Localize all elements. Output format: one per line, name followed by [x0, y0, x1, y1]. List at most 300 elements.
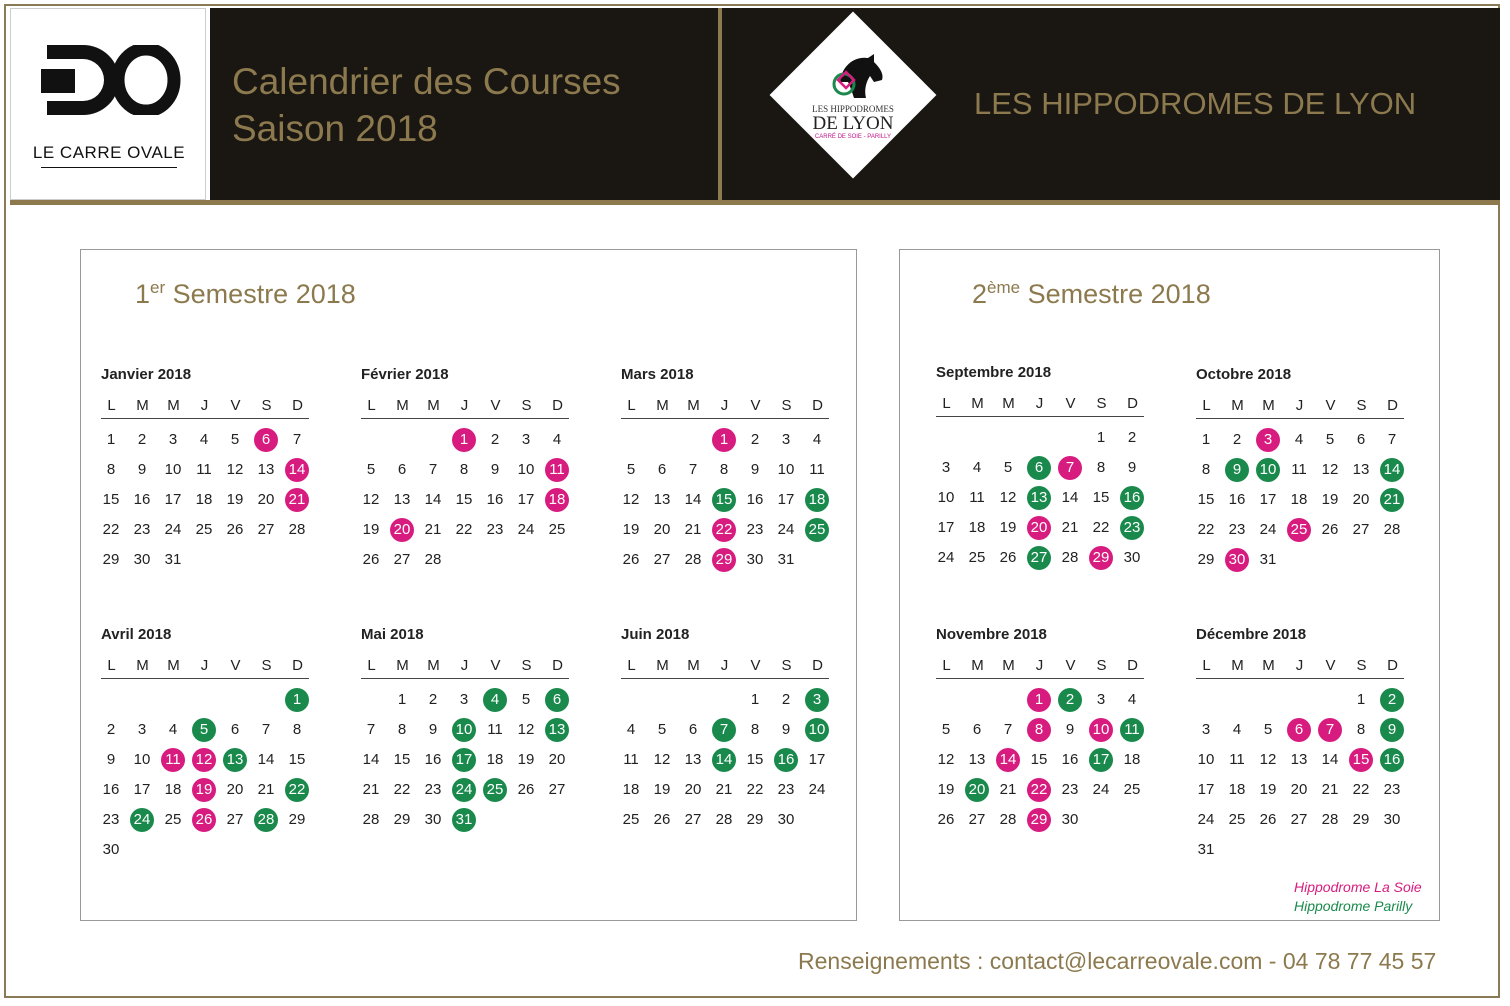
- calendar-day: 13: [393, 491, 411, 508]
- calendar-day: 1: [1027, 688, 1051, 712]
- calendar-day: 3: [137, 721, 147, 738]
- weekday-label: D: [552, 397, 563, 414]
- calendar-day: 5: [366, 461, 376, 478]
- calendar-day: 6: [688, 721, 698, 738]
- calendar-day: 11: [196, 461, 212, 478]
- calendar-day: 25: [164, 811, 182, 828]
- weekday-label: V: [230, 657, 241, 674]
- calendar-day: 26: [622, 551, 640, 568]
- calendar-day: 21: [1061, 519, 1079, 536]
- weekday-header: [101, 656, 309, 679]
- weekday-label: L: [367, 657, 376, 674]
- calendar-day: 5: [941, 721, 951, 738]
- calendar-day: 26: [1259, 811, 1277, 828]
- calendar-day: 6: [397, 461, 407, 478]
- calendar-day: 15: [102, 491, 120, 508]
- calendar-day: 9: [1380, 718, 1404, 742]
- calendar-day: 30: [1123, 549, 1141, 566]
- weekday-header: [621, 396, 829, 419]
- calendar-day: 19: [999, 519, 1017, 536]
- calendar-day: 21: [999, 781, 1017, 798]
- weekday-label: M: [396, 397, 409, 414]
- calendar-day: 9: [750, 461, 760, 478]
- calendar-day: 9: [1065, 721, 1075, 738]
- calendar-day: 13: [968, 751, 986, 768]
- calendar-day: 24: [517, 521, 535, 538]
- calendar-day: 4: [812, 431, 822, 448]
- contact-line: Renseignements : contact@lecarreovale.com - 04 78 77 45 57: [798, 948, 1437, 974]
- calendar-day: 23: [777, 781, 795, 798]
- weekday-label: V: [490, 657, 501, 674]
- calendar-day: 16: [746, 491, 764, 508]
- calendar-day: 20: [1352, 491, 1370, 508]
- calendar-day: 21: [424, 521, 442, 538]
- calendar-day: 4: [1232, 721, 1242, 738]
- calendar-day: 1: [1201, 431, 1211, 448]
- calendar-day: 17: [1197, 781, 1215, 798]
- calendar-day: 23: [133, 521, 151, 538]
- calendar-day: 9: [1225, 458, 1249, 482]
- calendar-day: 3: [168, 431, 178, 448]
- calendar-day: 26: [999, 549, 1017, 566]
- calendar-day: 23: [746, 521, 764, 538]
- calendar-day: 28: [362, 811, 380, 828]
- calendar-day: 3: [1201, 721, 1211, 738]
- calendar-day: 1: [397, 691, 407, 708]
- calendar-day: 8: [292, 721, 302, 738]
- month-name: Novembre 2018: [936, 626, 1047, 643]
- weekday-label: V: [1325, 657, 1336, 674]
- calendar-day: 15: [1030, 751, 1048, 768]
- calendar-day: 5: [1263, 721, 1273, 738]
- calendar-day: 24: [1259, 521, 1277, 538]
- logo-text: LE CARRE OVALE: [32, 143, 186, 162]
- legend-la-soie: Hippodrome La Soie: [1294, 879, 1422, 895]
- calendar-day: 25: [483, 778, 507, 802]
- calendar-day: 10: [937, 489, 955, 506]
- weekday-label: D: [1127, 395, 1138, 412]
- calendar-day: 8: [719, 461, 729, 478]
- weekday-label: L: [1202, 657, 1211, 674]
- calendar-day: 24: [130, 808, 154, 832]
- calendar-day: 11: [809, 461, 825, 478]
- calendar-day: 22: [1027, 778, 1051, 802]
- calendar-day: 20: [226, 781, 244, 798]
- calendar-day: 6: [1287, 718, 1311, 742]
- calendar-day: 2: [1058, 688, 1082, 712]
- calendar-day: 7: [428, 461, 438, 478]
- calendar-day: 29: [1027, 808, 1051, 832]
- calendar-day: 13: [257, 461, 275, 478]
- calendar-day: 20: [1027, 516, 1051, 540]
- calendar-day: 3: [805, 688, 829, 712]
- semester-1-title: 1er Semestre 2018: [135, 278, 356, 309]
- diamond-line-2: DE LYON: [812, 113, 894, 134]
- logo-underline: [41, 167, 177, 168]
- calendar-day: 27: [968, 811, 986, 828]
- calendar-day: 22: [393, 781, 411, 798]
- calendar-day: 31: [1259, 551, 1277, 568]
- weekday-label: D: [1387, 397, 1398, 414]
- calendar-day: 3: [781, 431, 791, 448]
- weekday-label: M: [1231, 397, 1244, 414]
- calendar-day: 16: [424, 751, 442, 768]
- calendar-day: 13: [653, 491, 671, 508]
- calendar-day: 26: [937, 811, 955, 828]
- brand-title: LES HIPPODROMES DE LYON: [974, 86, 1417, 121]
- weekday-label: V: [1065, 395, 1076, 412]
- semester-2-title: 2ème Semestre 2018: [972, 278, 1211, 309]
- calendar-day: 29: [288, 811, 306, 828]
- calendar-day: 12: [226, 461, 244, 478]
- month-name: Janvier 2018: [101, 366, 192, 383]
- calendar-day: 21: [684, 521, 702, 538]
- calendar-day: 12: [653, 751, 671, 768]
- calendar-day: 4: [1127, 691, 1137, 708]
- calendar-day: 29: [712, 548, 736, 572]
- calendar-day: 11: [1291, 461, 1307, 478]
- weekday-label: M: [1002, 395, 1015, 412]
- calendar-day: 21: [715, 781, 733, 798]
- calendar-day: 20: [684, 781, 702, 798]
- calendar-day: 8: [1027, 718, 1051, 742]
- calendar-day: 19: [226, 491, 244, 508]
- calendar-day: 6: [1356, 431, 1366, 448]
- calendar-day: 23: [1061, 781, 1079, 798]
- calendar-day: 5: [1325, 431, 1335, 448]
- calendar-day: 10: [1256, 458, 1280, 482]
- calendar-day: 4: [626, 721, 636, 738]
- horse-head-icon: [830, 52, 886, 102]
- title-line-1: Calendrier des Courses: [232, 61, 621, 102]
- calendar-day: 3: [1096, 691, 1106, 708]
- calendar-day: 18: [805, 488, 829, 512]
- calendar-day: 22: [712, 518, 736, 542]
- calendar-day: 14: [1380, 458, 1404, 482]
- calendar-day: 10: [777, 461, 795, 478]
- calendar-day: 22: [455, 521, 473, 538]
- calendar-day: 14: [1061, 489, 1079, 506]
- calendar-day: 14: [257, 751, 275, 768]
- calendar-day: 20: [548, 751, 566, 768]
- calendar-day: 25: [805, 518, 829, 542]
- calendar-day: 22: [102, 521, 120, 538]
- calendar-day: 5: [626, 461, 636, 478]
- calendar-day: 20: [965, 778, 989, 802]
- calendar-day: 9: [781, 721, 791, 738]
- calendar-day: 21: [1321, 781, 1339, 798]
- calendar-day: 23: [1383, 781, 1401, 798]
- calendar-day: 3: [521, 431, 531, 448]
- weekday-label: S: [1096, 657, 1107, 674]
- weekday-label: J: [720, 657, 729, 674]
- calendar-day: 5: [230, 431, 240, 448]
- calendar-day: 28: [1383, 521, 1401, 538]
- weekday-label: S: [1356, 397, 1367, 414]
- weekday-header: [621, 656, 829, 679]
- calendar-day: 27: [1290, 811, 1308, 828]
- diamond-line-1: LES HIPPODROMES: [812, 104, 894, 114]
- brand-band: [722, 8, 1500, 200]
- weekday-label: J: [200, 397, 209, 414]
- diamond-line-3: CARRÉ DE SOIE - PARILLY: [814, 134, 892, 140]
- calendar-day: 28: [1061, 549, 1079, 566]
- calendar-day: 4: [1294, 431, 1304, 448]
- calendar-day: 1: [106, 431, 116, 448]
- calendar-day: 13: [1290, 751, 1308, 768]
- calendar-day: 25: [1287, 518, 1311, 542]
- calendar-day: 8: [397, 721, 407, 738]
- weekday-label: D: [812, 657, 823, 674]
- calendar-day: 7: [1003, 721, 1013, 738]
- weekday-label: L: [367, 397, 376, 414]
- calendar-day: 20: [653, 521, 671, 538]
- calendar-day: 3: [941, 459, 951, 476]
- month-name: Avril 2018: [101, 626, 172, 643]
- calendar-day: 27: [653, 551, 671, 568]
- calendar-day: 17: [1259, 491, 1277, 508]
- calendar-day: 11: [161, 748, 185, 772]
- calendar-day: 22: [285, 778, 309, 802]
- calendar-day: 23: [486, 521, 504, 538]
- calendar-day: 31: [777, 551, 795, 568]
- month-name: Octobre 2018: [1196, 366, 1292, 383]
- calendar-day: 2: [781, 691, 791, 708]
- weekday-label: V: [750, 657, 761, 674]
- calendar-day: 17: [1089, 748, 1113, 772]
- calendar-day: 31: [1197, 841, 1215, 858]
- calendar-day: 21: [257, 781, 275, 798]
- month-name: Décembre 2018: [1196, 626, 1307, 643]
- calendar-day: 17: [937, 519, 955, 536]
- calendar-day: 2: [1380, 688, 1404, 712]
- calendar-day: 8: [1201, 461, 1211, 478]
- weekday-label: S: [781, 397, 792, 414]
- calendar-day: 3: [1256, 428, 1280, 452]
- calendar-day: 20: [1290, 781, 1308, 798]
- calendar-day: 27: [548, 781, 566, 798]
- calendar-day: 30: [1061, 811, 1079, 828]
- calendar-day: 18: [1123, 751, 1141, 768]
- calendar-day: 15: [455, 491, 473, 508]
- calendar-day: 14: [996, 748, 1020, 772]
- semester-2-panel: [899, 249, 1440, 921]
- calendar-day: 7: [688, 461, 698, 478]
- calendar-day: 15: [393, 751, 411, 768]
- calendar-day: 14: [285, 458, 309, 482]
- calendar-day: 22: [1352, 781, 1370, 798]
- calendar-day: 24: [808, 781, 826, 798]
- calendar-day: 30: [1383, 811, 1401, 828]
- calendar-day: 29: [102, 551, 120, 568]
- calendar-day: 22: [1197, 521, 1215, 538]
- weekday-label: D: [1387, 657, 1398, 674]
- weekday-label: L: [942, 395, 951, 412]
- calendar-day: 4: [199, 431, 209, 448]
- calendar-day: 12: [999, 489, 1017, 506]
- weekday-header: [936, 394, 1144, 417]
- calendar-day: 5: [192, 718, 216, 742]
- weekday-label: J: [1295, 657, 1304, 674]
- calendar-day: 18: [164, 781, 182, 798]
- calendar-day: 2: [137, 431, 147, 448]
- calendar-day: 20: [390, 518, 414, 542]
- calendar-day: 30: [424, 811, 442, 828]
- calendar-day: 18: [968, 519, 986, 536]
- weekday-label: J: [1035, 657, 1044, 674]
- calendar-day: 6: [545, 688, 569, 712]
- calendar-day: 22: [1092, 519, 1110, 536]
- calendar-day: 4: [168, 721, 178, 738]
- calendar-day: 30: [1225, 548, 1249, 572]
- calendar-day: 1: [1356, 691, 1366, 708]
- month-name: Mai 2018: [361, 626, 424, 643]
- calendar-day: 18: [486, 751, 504, 768]
- calendar-day: 21: [285, 488, 309, 512]
- calendar-day: 16: [486, 491, 504, 508]
- weekday-label: J: [1295, 397, 1304, 414]
- weekday-label: M: [656, 657, 669, 674]
- weekday-label: S: [261, 397, 272, 414]
- calendar-day: 30: [102, 841, 120, 858]
- weekday-header: [101, 396, 309, 419]
- calendar-day: 9: [428, 721, 438, 738]
- calendar-day: 17: [164, 491, 182, 508]
- calendar-day: 28: [1321, 811, 1339, 828]
- calendar-day: 24: [777, 521, 795, 538]
- weekday-label: J: [460, 397, 469, 414]
- weekday-label: M: [687, 657, 700, 674]
- calendar-day: 19: [192, 778, 216, 802]
- calendar-day: 1: [712, 428, 736, 452]
- calendar-day: 8: [106, 461, 116, 478]
- weekday-label: J: [460, 657, 469, 674]
- weekday-label: S: [261, 657, 272, 674]
- weekday-label: M: [136, 657, 149, 674]
- calendar-day: 28: [424, 551, 442, 568]
- calendar-day: 26: [192, 808, 216, 832]
- weekday-label: M: [1231, 657, 1244, 674]
- weekday-label: S: [1356, 657, 1367, 674]
- title-band: [210, 8, 718, 200]
- weekday-label: V: [1065, 657, 1076, 674]
- weekday-label: S: [521, 397, 532, 414]
- calendar-day: 6: [230, 721, 240, 738]
- calendar-day: 28: [999, 811, 1017, 828]
- calendar-day: 16: [1120, 486, 1144, 510]
- weekday-label: M: [1262, 657, 1275, 674]
- calendar-day: 21: [1380, 488, 1404, 512]
- calendar-day: 7: [1387, 431, 1397, 448]
- calendar-day: 10: [164, 461, 182, 478]
- weekday-label: L: [1202, 397, 1211, 414]
- calendar-day: 14: [684, 491, 702, 508]
- month-name: Février 2018: [361, 366, 449, 383]
- calendar-day: 3: [459, 691, 469, 708]
- calendar-day: 6: [1027, 456, 1051, 480]
- weekday-label: V: [750, 397, 761, 414]
- calendar-day: 10: [452, 718, 476, 742]
- calendar-day: 11: [487, 721, 503, 738]
- weekday-header: [936, 656, 1144, 679]
- calendar-day: 10: [1197, 751, 1215, 768]
- calendar-day: 4: [483, 688, 507, 712]
- month-name: Juin 2018: [621, 626, 690, 643]
- calendar-day: 23: [424, 781, 442, 798]
- weekday-label: M: [971, 657, 984, 674]
- weekday-label: V: [230, 397, 241, 414]
- calendar-day: 12: [192, 748, 216, 772]
- calendar-day: 22: [746, 781, 764, 798]
- calendar-day: 13: [223, 748, 247, 772]
- calendar-day: 17: [133, 781, 151, 798]
- calendar-day: 19: [622, 521, 640, 538]
- calendar-day: 2: [1232, 431, 1242, 448]
- calendar-day: 14: [1321, 751, 1339, 768]
- calendar-day: 10: [805, 718, 829, 742]
- calendar-day: 23: [102, 811, 120, 828]
- weekday-label: L: [627, 397, 636, 414]
- calendar-day: 13: [1352, 461, 1370, 478]
- calendar-day: 26: [226, 521, 244, 538]
- calendar-day: 16: [102, 781, 120, 798]
- calendar-day: 11: [1120, 718, 1144, 742]
- calendar-day: 18: [1228, 781, 1246, 798]
- calendar-day: 7: [712, 718, 736, 742]
- title-line-2: Saison 2018: [232, 108, 438, 149]
- calendar-day: 19: [1321, 491, 1339, 508]
- calendar-day: 13: [545, 718, 569, 742]
- weekday-label: M: [396, 657, 409, 674]
- calendar-day: 15: [1092, 489, 1110, 506]
- calendar-day: 2: [750, 431, 760, 448]
- calendar-day: 5: [1003, 459, 1013, 476]
- calendar-day: 12: [362, 491, 380, 508]
- calendar-day: 29: [1197, 551, 1215, 568]
- weekday-label: S: [521, 657, 532, 674]
- calendar-day: 11: [969, 489, 985, 506]
- calendar-day: 5: [657, 721, 667, 738]
- calendar-day: 16: [1380, 748, 1404, 772]
- calendar-day: 29: [393, 811, 411, 828]
- calendar-day: 10: [133, 751, 151, 768]
- calendar-day: 31: [164, 551, 182, 568]
- calendar-day: 12: [517, 721, 535, 738]
- calendar-day: 1: [1096, 429, 1106, 446]
- calendar-day: 12: [622, 491, 640, 508]
- calendar-day: 26: [1321, 521, 1339, 538]
- calendar-day: 14: [362, 751, 380, 768]
- calendar-day: 25: [622, 811, 640, 828]
- calendar-day: 10: [517, 461, 535, 478]
- calendar-day: 29: [1352, 811, 1370, 828]
- weekday-header: [1196, 656, 1404, 679]
- calendar-day: 18: [545, 488, 569, 512]
- weekday-label: V: [490, 397, 501, 414]
- calendar-day: 8: [459, 461, 469, 478]
- calendar-day: 9: [1127, 459, 1137, 476]
- calendar-day: 19: [517, 751, 535, 768]
- weekday-label: L: [107, 397, 116, 414]
- carre-ovale-logo: [10, 8, 206, 200]
- calendar-day: 15: [288, 751, 306, 768]
- weekday-label: M: [687, 397, 700, 414]
- calendar-day: 28: [684, 551, 702, 568]
- calendar-day: 8: [1096, 459, 1106, 476]
- header: [10, 8, 1500, 202]
- calendar-day: 14: [712, 748, 736, 772]
- weekday-label: J: [1035, 395, 1044, 412]
